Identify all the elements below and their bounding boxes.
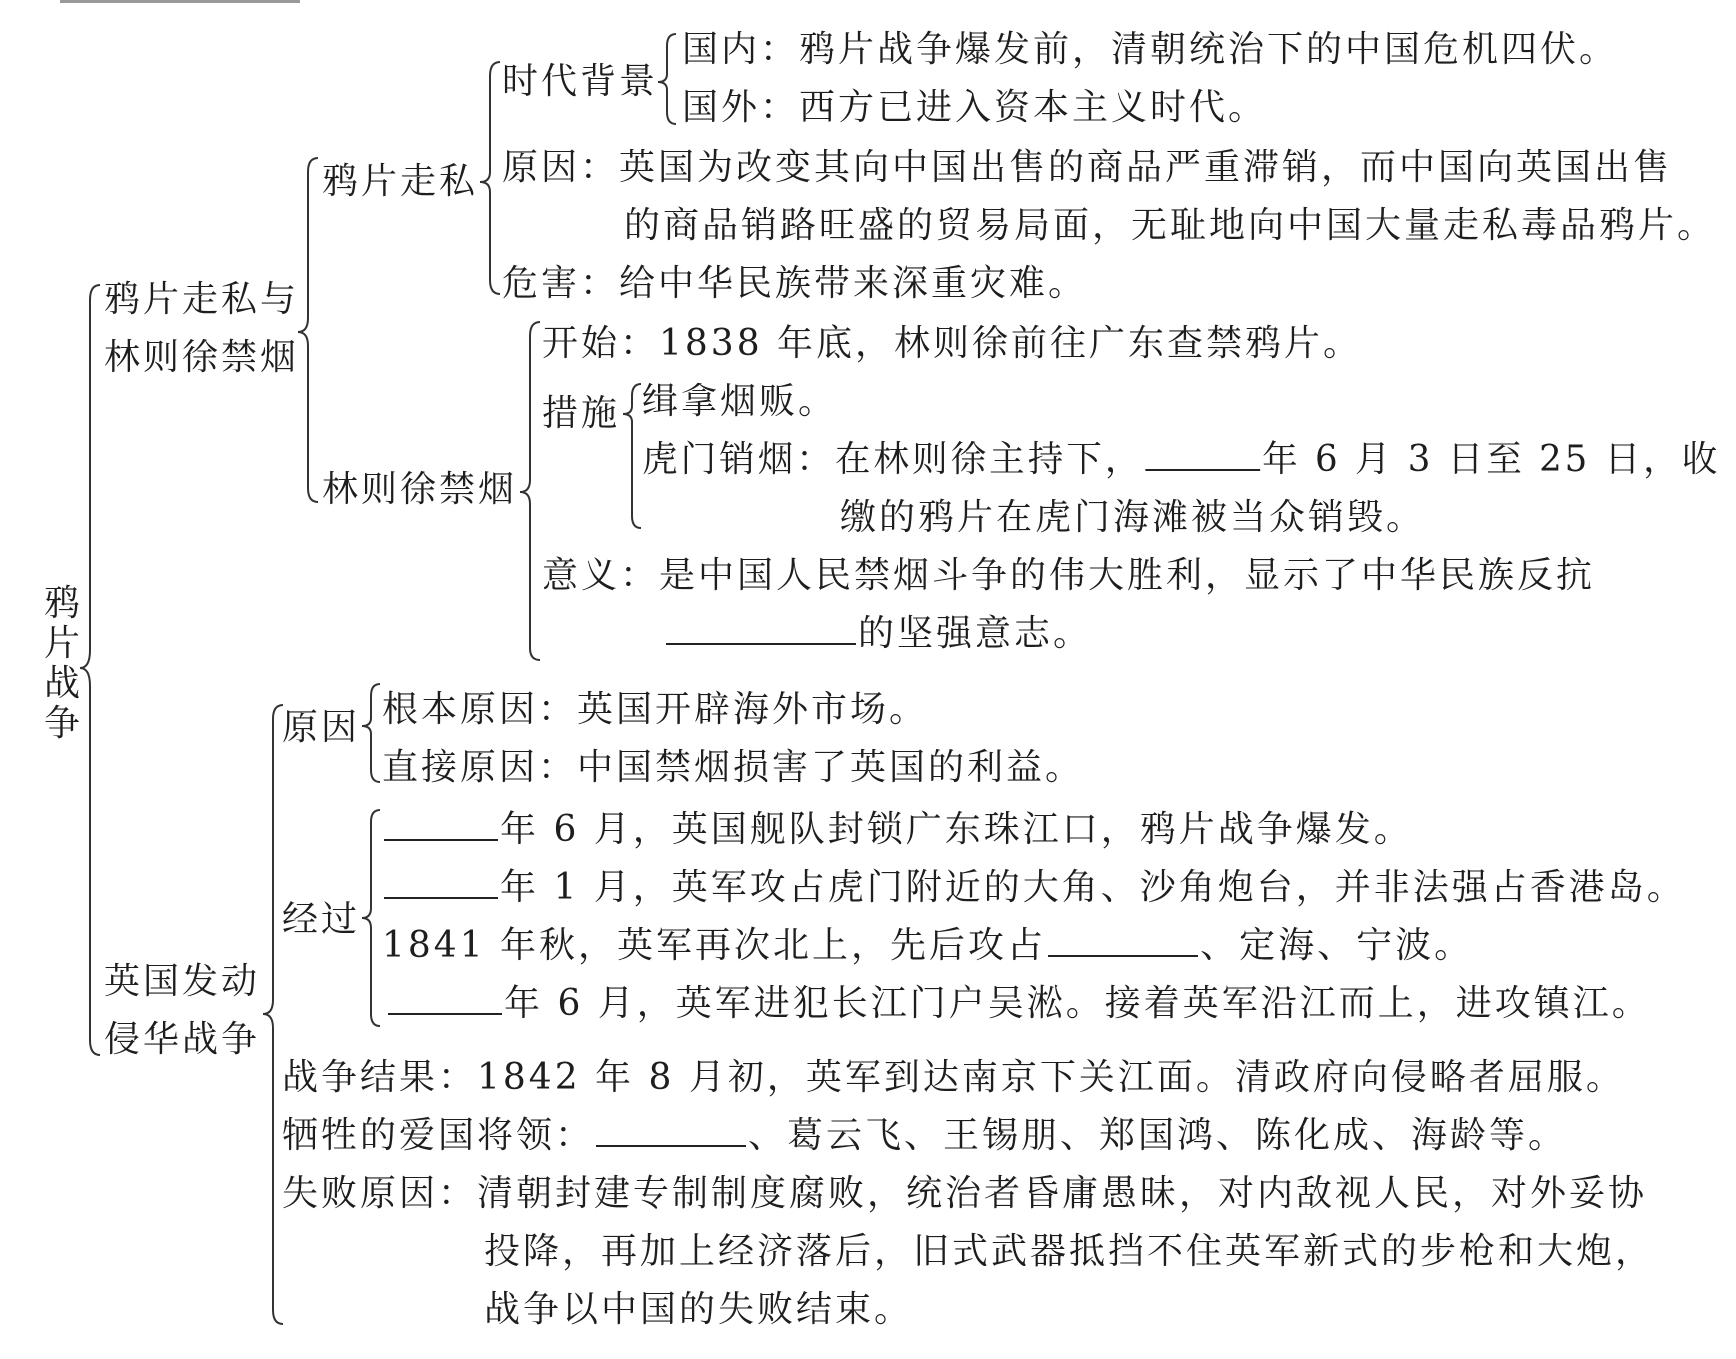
section2-label-line1: 英国发动 (104, 961, 261, 1002)
root-char: 战 (43, 663, 80, 704)
process-item4 (386, 982, 1651, 1026)
process-label: 经过 (282, 899, 361, 940)
process-item3-suffix: 、定海、宁波。 (1200, 925, 1474, 966)
blank-attacked-city[interactable] (1048, 925, 1198, 957)
blank-general-name[interactable] (596, 1115, 746, 1147)
humen-prefix: 虎门销烟：在林则徐主持下， (642, 439, 1144, 480)
process-item3 (382, 924, 1473, 968)
root-label (42, 584, 82, 744)
brace-process (362, 810, 380, 1026)
blank-resistance[interactable] (666, 613, 856, 645)
causes-root: 根本原因：英国开辟海外市场。 (382, 689, 929, 730)
background-foreign: 国外：西方已进入资本主义时代。 (682, 87, 1268, 128)
process-item1-text: 年 6 月，英国舰队封锁广东珠江口，鸦片战争爆发。 (500, 809, 1413, 850)
brace-background (658, 34, 676, 124)
brace-section2 (263, 705, 283, 1324)
causes-direct: 直接原因：中国禁烟损害了英国的利益。 (382, 747, 1085, 788)
ban-label: 林则徐禁烟 (322, 469, 518, 510)
brace-ban (520, 322, 540, 660)
brace-causes (362, 684, 380, 782)
brace-root (80, 285, 100, 1055)
background-label: 时代背景 (502, 61, 659, 102)
section1-label-line1: 鸦片走私与 (104, 279, 300, 320)
measures-humen-line2: 缴的鸦片在虎门海滩被当众销毁。 (840, 497, 1426, 538)
smuggling-cause-line1: 原因：英国为改变其向中国出售的商品严重滞销，而中国向英国出售 (502, 147, 1673, 188)
smuggling-harm: 危害：给中华民族带来深重灾难。 (502, 263, 1088, 304)
measures-label: 措施 (542, 393, 621, 434)
measures-humen-line1 (642, 438, 1720, 482)
background-domestic: 国内：鸦片战争爆发前，清朝统治下的中国危机四伏。 (682, 29, 1619, 70)
generals-prefix: 牺牲的爱国将领： (282, 1115, 595, 1156)
process-item2-text: 年 1 月，英军攻占虎门附近的大角、沙角炮台，并非法强占香港岛。 (500, 867, 1686, 908)
brace-section1 (298, 158, 318, 502)
war-result: 战争结果：1842 年 8 月初，英军到达南京下关江面。清政府向侵略者屈服。 (282, 1057, 1625, 1098)
blank-humen-year[interactable] (1145, 439, 1260, 471)
humen-suffix: 年 6 月 3 日至 25 日，收 (1262, 439, 1721, 480)
root-char: 争 (43, 703, 80, 744)
process-item1 (382, 808, 1413, 852)
blank-wusong-year[interactable] (388, 983, 502, 1015)
failure-line2: 投降，再加上经济落后，旧式武器抵挡不住英军新式的步枪和大炮， (484, 1231, 1655, 1272)
failure-line1: 失败原因：清朝封建专制制度腐败，统治者昏庸愚昧，对内敌视人民，对外妥协 (282, 1173, 1648, 1214)
root-char: 鸦 (43, 583, 80, 624)
blank-war-start-year[interactable] (384, 809, 498, 841)
meaning-suffix: 的坚强意志。 (858, 613, 1093, 654)
smuggling-cause-line2: 的商品销路旺盛的贸易局面，无耻地向中国大量走私毒品鸦片。 (624, 205, 1717, 246)
failure-line3: 战争以中国的失败结束。 (484, 1289, 914, 1330)
brace-measures (623, 384, 641, 528)
section2-label-line2: 侵华战争 (104, 1019, 261, 1060)
blank-humen-attack-year[interactable] (384, 867, 498, 899)
generals-suffix: 、葛云飞、王锡朋、郑国鸿、陈化成、海龄等。 (748, 1115, 1568, 1156)
ban-meaning-line2 (664, 612, 1092, 656)
causes-label: 原因 (282, 707, 361, 748)
process-item4-text: 年 6 月，英军进犯长江门户吴淞。接着英军沿江而上，进攻镇江。 (504, 983, 1651, 1024)
root-char: 片 (43, 623, 80, 664)
ban-start: 开始：1838 年底，林则徐前往广东查禁鸦片。 (542, 323, 1363, 364)
patriotic-generals (282, 1114, 1567, 1158)
brace-smuggling (480, 62, 500, 294)
smuggling-label: 鸦片走私 (322, 161, 479, 202)
section1-label-line2: 林则徐禁烟 (104, 337, 300, 378)
process-item2 (382, 866, 1686, 910)
ban-meaning-line1: 意义：是中国人民禁烟斗争的伟大胜利，显示了中华民族反抗 (542, 555, 1596, 596)
process-item3-prefix: 1841 年秋，英军再次北上，先后攻占 (382, 925, 1047, 966)
measures-arrest: 缉拿烟贩。 (642, 381, 838, 422)
